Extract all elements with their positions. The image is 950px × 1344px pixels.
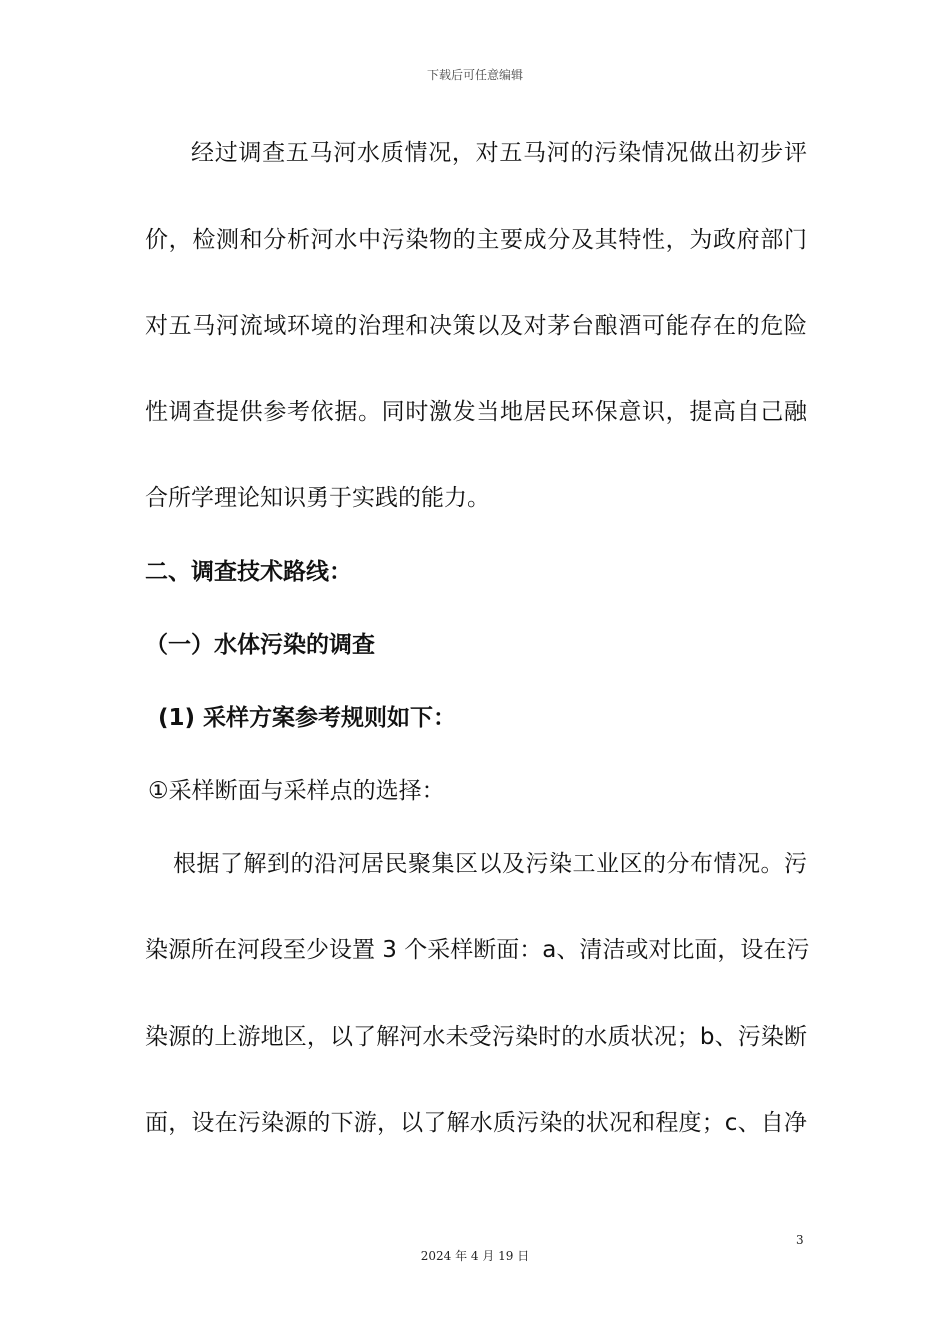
page-number: 3: [796, 1233, 804, 1247]
sub-subsection-heading: (1) 采样方案参考规则如下：: [158, 705, 457, 731]
page-footer-date: 2024 年 4 月 19 日: [420, 1249, 530, 1263]
paragraph-1-line-1: 经过调查五马河水质情况，对五马河的污染情况做出初步评: [191, 140, 807, 166]
paragraph-1-line-3: 对五马河流域环境的治理和决策以及对茅台酿酒可能存在的危险: [145, 313, 807, 339]
paragraph-2-line-1: 根据了解到的沿河居民聚集区以及污染工业区的分布情况。污: [173, 851, 807, 877]
paragraph-1-line-5: 合所学理论知识勇于实践的能力。: [145, 485, 490, 511]
paragraph-2-line-3: 染源的上游地区，以了解河水未受污染时的水质状况；b、污染断: [145, 1024, 807, 1050]
section-heading: 二、调查技术路线：: [145, 559, 352, 585]
page-header: 下载后可任意编辑: [426, 68, 523, 82]
subsection-heading: （一）水体污染的调查: [145, 632, 375, 658]
paragraph-1-line-4: 性调查提供参考依据。同时激发当地居民环保意识，提高自己融: [145, 399, 807, 425]
paragraph-2-line-2: 染源所在河段至少设置 3 个采样断面：a、清洁或对比面，设在污: [145, 937, 810, 963]
paragraph-1-line-2: 价，检测和分析河水中污染物的主要成分及其特性，为政府部门: [145, 227, 807, 253]
list-item-heading: ①采样断面与采样点的选择：: [148, 778, 445, 804]
paragraph-2-line-4: 面，设在污染源的下游，以了解水质污染的状况和程度；c、自净: [145, 1110, 807, 1136]
